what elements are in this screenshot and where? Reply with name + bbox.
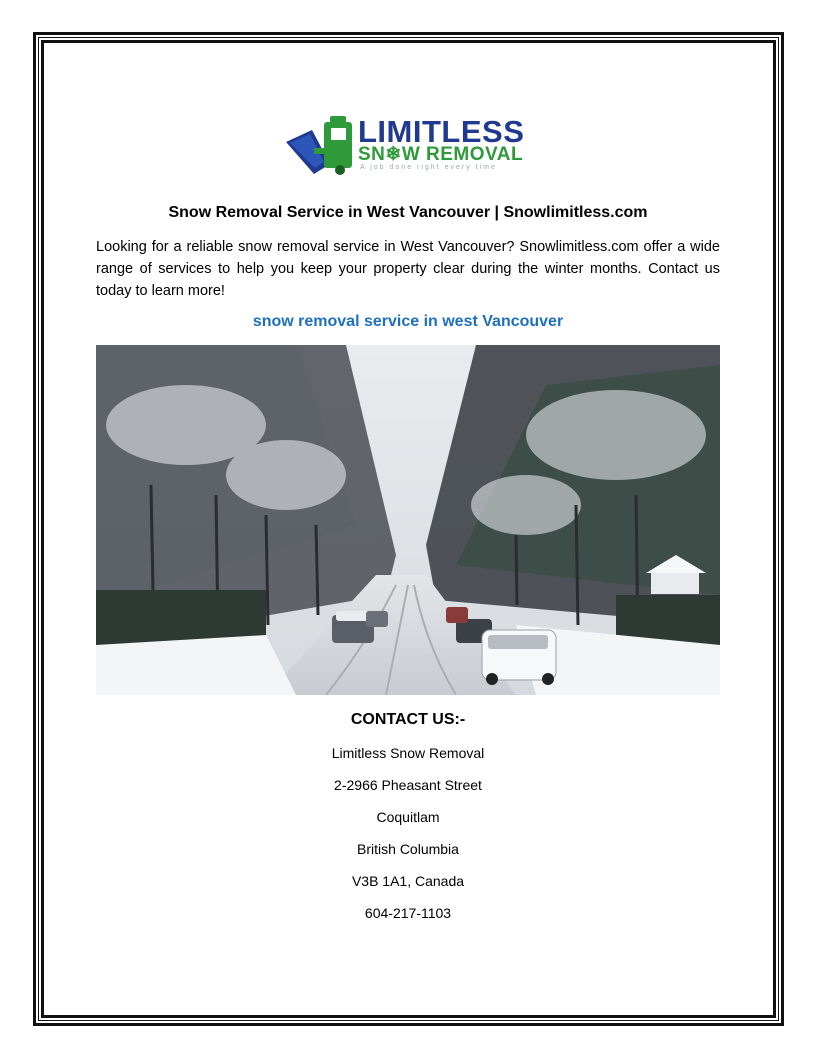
contact-postal-country: V3B 1A1, Canada bbox=[351, 873, 465, 889]
logo-tagline: A job done right every time bbox=[360, 164, 497, 171]
logo-line-snow-removal: SN❄W REMOVAL bbox=[358, 144, 524, 165]
contact-company-name: Limitless Snow Removal bbox=[331, 745, 485, 761]
contact-province: British Columbia bbox=[357, 841, 459, 857]
company-logo bbox=[284, 112, 534, 178]
contact-city: Coquitlam bbox=[376, 809, 440, 825]
intro-paragraph: Looking for a reliable snow removal service in West Vancouver? Snowlimitless.com offer a wide range of services to help you keep your property clear during the winter months. Contact us today to learn more! bbox=[96, 239, 720, 299]
page-title: Snow Removal Service in West Vancouver | Snowlimitless.com bbox=[168, 204, 648, 221]
contact-street-address: 2-2966 Pheasant Street bbox=[334, 777, 482, 793]
contact-phone: 604-217-1103 bbox=[364, 905, 452, 921]
logo-line-limitless: LIMITLESS bbox=[358, 114, 525, 149]
section-subheading: snow removal service in west Vancouver bbox=[252, 313, 564, 330]
snow-plow-truck-icon bbox=[284, 112, 364, 178]
contact-heading: CONTACT US:- bbox=[350, 711, 466, 728]
snowy-street-photo bbox=[96, 345, 720, 695]
